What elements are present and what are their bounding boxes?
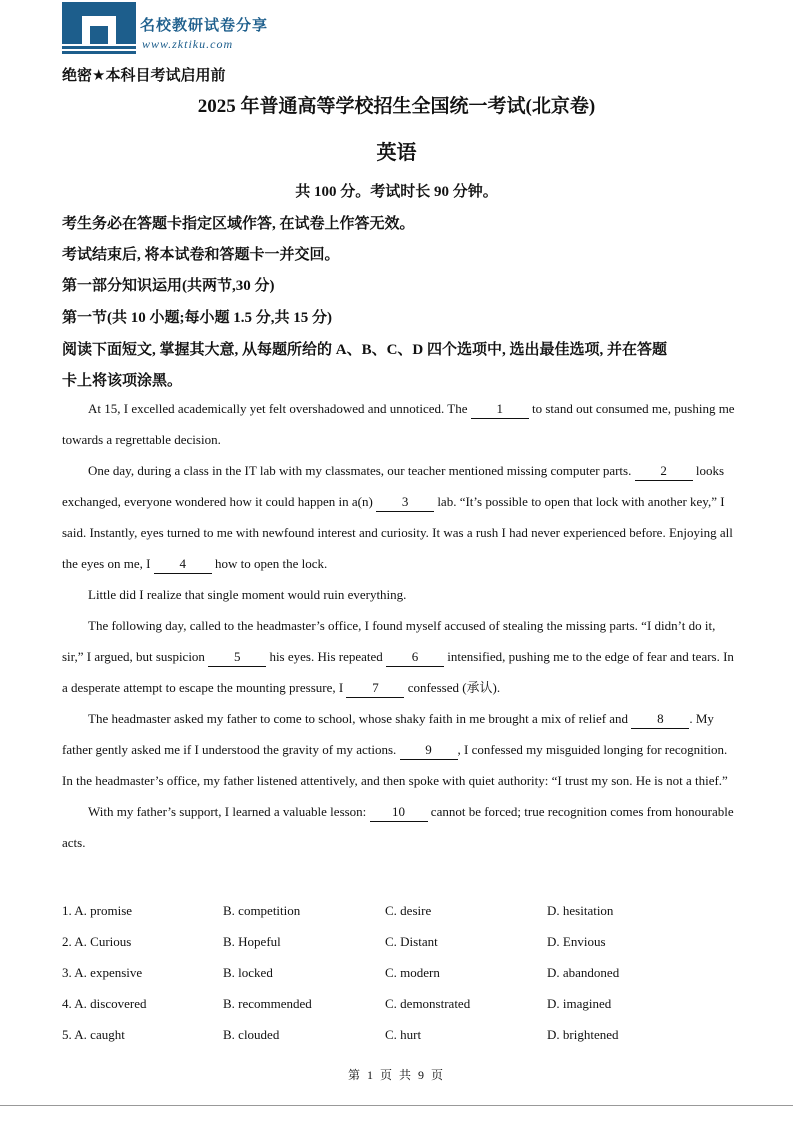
logo-url: www.zktiku.com — [142, 37, 234, 51]
option-c: C. desire — [385, 902, 432, 918]
cloze-passage — [62, 393, 736, 858]
subsection-heading: 第一节(共 10 小题;每小题 1.5 分,共 15 分) — [62, 310, 332, 326]
option-a: 4. A. discovered — [62, 995, 147, 1011]
option-c: C. hurt — [385, 1026, 422, 1042]
passage-paragraph: The headmaster asked my father to come to school, whose shaky faith in me brought a mix of relief and 8 . My father gently asked me if I understood the gravity of my actions. 9 , I confessed my misguided longing for recognition. In the headmaster’s office, my father listened attentively, and then spoke with quiet authority: “I trust my son. He is not a thief.” — [62, 711, 728, 788]
answer-blank: 10 — [370, 803, 428, 822]
option-c: C. Distant — [385, 933, 438, 949]
option-b: B. recommended — [223, 995, 312, 1011]
answer-blank: 4 — [154, 555, 212, 574]
section-heading: 第一部分知识运用(共两节,30 分) — [62, 278, 275, 294]
exam-score-info: 共 100 分。考试时长 90 分钟。 — [295, 184, 498, 200]
instruction-line: 考生务必在答题卡指定区域作答, 在试卷上作答无效。 — [62, 216, 415, 232]
question-options — [62, 957, 736, 988]
option-c: C. demonstrated — [385, 995, 471, 1011]
option-a: 5. A. caught — [62, 1026, 125, 1042]
instruction-line: 卡上将该项涂黑。 — [62, 373, 183, 389]
answer-blank: 7 — [346, 679, 404, 698]
option-d: D. imagined — [547, 995, 612, 1011]
answer-blank: 8 — [631, 710, 689, 729]
option-a: 1. A. promise — [62, 902, 133, 918]
question-options — [62, 926, 736, 957]
option-b: B. locked — [223, 964, 273, 980]
passage-paragraph: The following day, called to the headmaster’s office, I found myself accused of stealing the missing parts. “I didn’t do it, sir,” I argued, but suspicion 5 his eyes. His repeated 6 intensified, pushing me to the edge of fear and tears. In a desperate attempt to escape the mounting pressure, I 7 confessed (承认). — [62, 610, 736, 703]
question-options — [62, 1019, 736, 1050]
answer-blank: 9 — [400, 741, 458, 760]
answer-blank: 3 — [376, 493, 434, 512]
logo-title: 名校教研试卷分享 — [140, 16, 269, 34]
options-list — [62, 895, 736, 1050]
instruction-line: 阅读下面短文, 掌握其大意, 从每题所给的 A、B、C、D 四个选项中, 选出最佳选项, 并在答题 — [62, 342, 668, 358]
passage-paragraph: With my father’s support, I learned a valuable lesson: 10 cannot be forced; true recognition comes from honourable acts. — [62, 804, 734, 850]
option-d: D. Envious — [547, 933, 606, 949]
page-bottom-divider — [0, 1105, 793, 1106]
passage-paragraph: One day, during a class in the IT lab with my classmates, our teacher mentioned missing computer parts. 2 looks exchanged, everyone wondered how it could happen in a(n) 3 lab. “It’s possible to open that lock with another key,” I said. Instantly, eyes turned to me with newfound interest and curiosity. It was a rush I had never experienced before. Enjoying all the eyes on me, I 4 how to open the lock. — [62, 455, 736, 579]
option-b: B. clouded — [223, 1026, 280, 1042]
exam-title: 2025 年普通高等学校招生全国统一考试(北京卷) — [197, 96, 596, 117]
passage-paragraph: At 15, I excelled academically yet felt overshadowed and unnoticed. The 1 to stand out consumed me, pushing me towards a regrettable decision. — [62, 401, 735, 447]
answer-blank: 5 — [208, 648, 266, 667]
site-logo — [62, 2, 272, 56]
page-number: 第 1 页 共 9 页 — [347, 1068, 445, 1082]
passage-paragraph: Little did I realize that single moment would ruin everything. — [88, 587, 407, 602]
option-d: D. hesitation — [547, 902, 614, 918]
confidential-label: 绝密★本科目考试启用前 — [62, 66, 226, 84]
question-options — [62, 895, 736, 926]
answer-blank: 6 — [386, 648, 444, 667]
answer-blank: 2 — [635, 462, 693, 481]
option-a: 3. A. expensive — [62, 964, 143, 980]
answer-blank: 1 — [471, 400, 529, 419]
option-a: 2. A. Curious — [62, 933, 132, 949]
option-c: C. modern — [385, 964, 440, 980]
logo-mark-icon — [62, 2, 136, 56]
option-d: D. abandoned — [547, 964, 620, 980]
option-d: D. brightened — [547, 1026, 619, 1042]
instruction-line: 考试结束后, 将本试卷和答题卡一并交回。 — [62, 247, 340, 263]
subject-title: 英语 — [376, 140, 417, 164]
option-b: B. competition — [223, 902, 301, 918]
option-b: B. Hopeful — [223, 933, 281, 949]
question-options — [62, 988, 736, 1019]
